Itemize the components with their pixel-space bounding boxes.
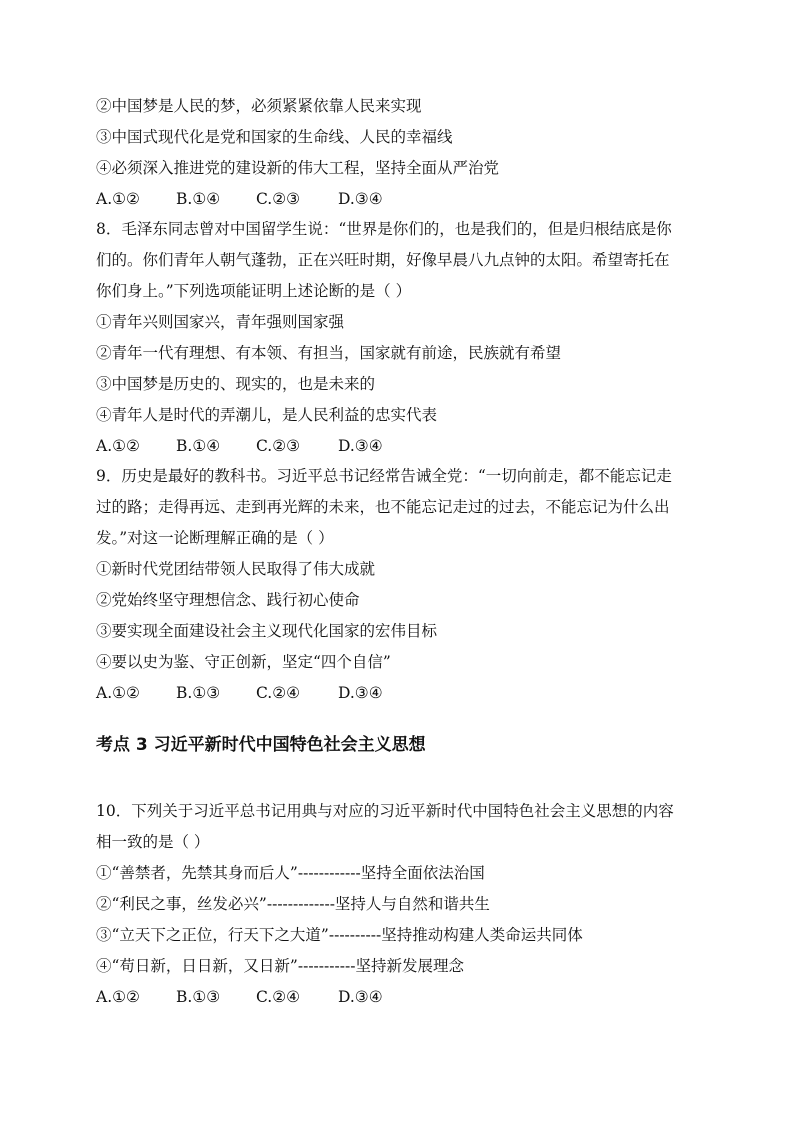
option-d: D.③④	[338, 437, 383, 455]
option-d: D.③④	[338, 684, 383, 702]
option-a: A.①②	[96, 437, 140, 455]
q8-item-2: ②青年一代有理想、有本领、有担当，国家就有前途，民族就有希望	[96, 344, 562, 362]
q9-stem-line-3: 发。”对这一论断理解正确的是（ ）	[96, 529, 334, 547]
option-d: D.③④	[338, 190, 383, 208]
q8-options	[96, 436, 383, 456]
prev-options	[96, 189, 383, 209]
option-c: C.②③	[256, 190, 301, 208]
option-c: C.②④	[256, 684, 301, 702]
q8-item-1: ①青年兴则国家兴，青年强则国家强	[96, 313, 345, 331]
prev-item-4: ④必须深入推进党的建设新的伟大工程，坚持全面从严治党	[96, 159, 500, 177]
q10-item-2: ②“利民之事，丝发必兴”-------------坚持人与自然和谐共生	[96, 895, 490, 913]
q10-item-1: ①“善禁者，先禁其身而后人”------------坚持全面依法治国	[96, 864, 485, 882]
option-a: A.①②	[96, 988, 140, 1006]
q8-item-4: ④青年人是时代的弄潮儿，是人民利益的忠实代表	[96, 406, 438, 424]
q8-stem-line-1: 8．毛泽东同志曾对中国留学生说：“世界是你们的，也是我们的，但是归根结底是你	[96, 220, 672, 238]
prev-item-2: ②中国梦是人民的梦，必须紧紧依靠人民来实现	[96, 97, 422, 115]
q9-item-2: ②党始终坚守理想信念、践行初心使命	[96, 591, 360, 609]
q9-stem-line-2: 过的路；走得再远、走到再光辉的未来，也不能忘记走过的过去，不能忘记为什么出	[96, 498, 670, 516]
option-c: C.②③	[256, 437, 301, 455]
prev-item-3: ③中国式现代化是党和国家的生命线、人民的幸福线	[96, 128, 453, 146]
option-c: C.②④	[256, 988, 301, 1006]
option-d: D.③④	[338, 988, 383, 1006]
q10-stem-line-1: 10．下列关于习近平总书记用典与对应的习近平新时代中国特色社会主义思想的内容	[96, 802, 674, 820]
q9-stem-line-1: 9．历史是最好的教科书。习近平总书记经常告诫全党：“一切向前走，都不能忘记走	[96, 467, 672, 485]
option-b: B.①④	[176, 190, 221, 208]
option-a: A.①②	[96, 684, 140, 702]
option-b: B.①③	[176, 684, 221, 702]
option-b: B.①③	[176, 988, 221, 1006]
q9-item-4: ④要以史为鉴、守正创新，坚定“四个自信”	[96, 653, 391, 671]
q9-options	[96, 683, 383, 703]
option-a: A.①②	[96, 190, 140, 208]
q10-item-3: ③“立天下之正位，行天下之大道”----------坚持推动构建人类命运共同体	[96, 926, 583, 944]
q9-item-3: ③要实现全面建设社会主义现代化国家的宏伟目标	[96, 622, 438, 640]
q8-item-3: ③中国梦是历史的、现实的，也是未来的	[96, 375, 376, 393]
q9-item-1: ①新时代党团结带领人民取得了伟大成就	[96, 560, 376, 578]
q10-stem-line-2: 相一致的是（ ）	[96, 833, 210, 851]
q10-item-4: ④“苟日新，日日新，又日新”-----------坚持新发展理念	[96, 957, 464, 975]
q10-options	[96, 987, 383, 1007]
option-b: B.①④	[176, 437, 221, 455]
section-heading: 考点 3 习近平新时代中国特色社会主义思想	[96, 735, 426, 755]
q8-stem-line-2: 们的。你们青年人朝气蓬勃，正在兴旺时期，好像早晨八九点钟的太阳。希望寄托在	[96, 251, 670, 269]
q8-stem-line-3: 你们身上。”下列选项能证明上述论断的是（ ）	[96, 282, 412, 300]
